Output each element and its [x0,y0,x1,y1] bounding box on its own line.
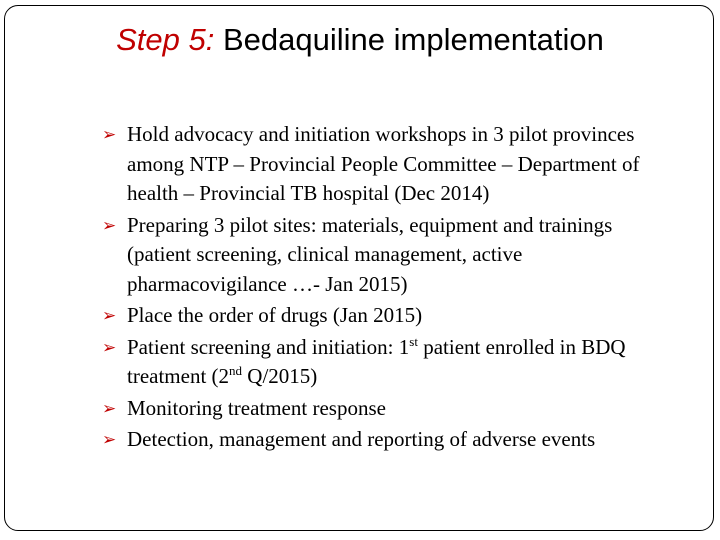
arrow-bullet-icon: ➢ [102,398,117,418]
bullet-item-adverse-events [102,425,674,455]
bullet-text: Detection, management and reporting of adverse events [127,427,596,451]
title-heading: Bedaquiline implementation [223,22,604,57]
step-label: Step 5: [116,22,215,57]
arrow-bullet-icon: ➢ [102,306,117,325]
bullet-item-monitoring [102,394,674,424]
bullet-item-workshops [102,120,674,209]
arrow-bullet-icon: ➢ [102,337,117,357]
bullet-text: Place the order of drugs (Jan 2015) [127,303,423,327]
arrow-bullet-icon: ➢ [102,215,117,235]
arrow-bullet-icon: ➢ [102,430,117,449]
bullet-text-c: Q/2015) [242,364,318,388]
bullet-item-drug-order [102,301,674,331]
bullet-text: Hold advocacy and initiation workshops in 3 pilot provinces among NTP – Provincial People Committee – Department of health – Provincial TB hospital (Dec 2014) [127,122,640,205]
bullet-item-screening [102,333,674,392]
superscript-st: st [409,333,418,349]
slide-title [0,20,720,60]
bullet-text: Preparing 3 pilot sites: materials, equipment and trainings (patient screening, clinical management, active pharmacovigilance …- Jan 2015) [127,212,613,296]
bullet-text: Monitoring treatment response [127,395,386,420]
bullet-list [102,120,674,457]
bullet-item-pilot-sites [102,211,674,300]
bullet-text-a: Patient screening and initiation: 1 [127,334,410,359]
bullet-text-b: patient enrolled in BDQ treatment (2 [127,334,626,388]
superscript-nd: nd [229,363,243,378]
arrow-bullet-icon: ➢ [102,125,117,144]
